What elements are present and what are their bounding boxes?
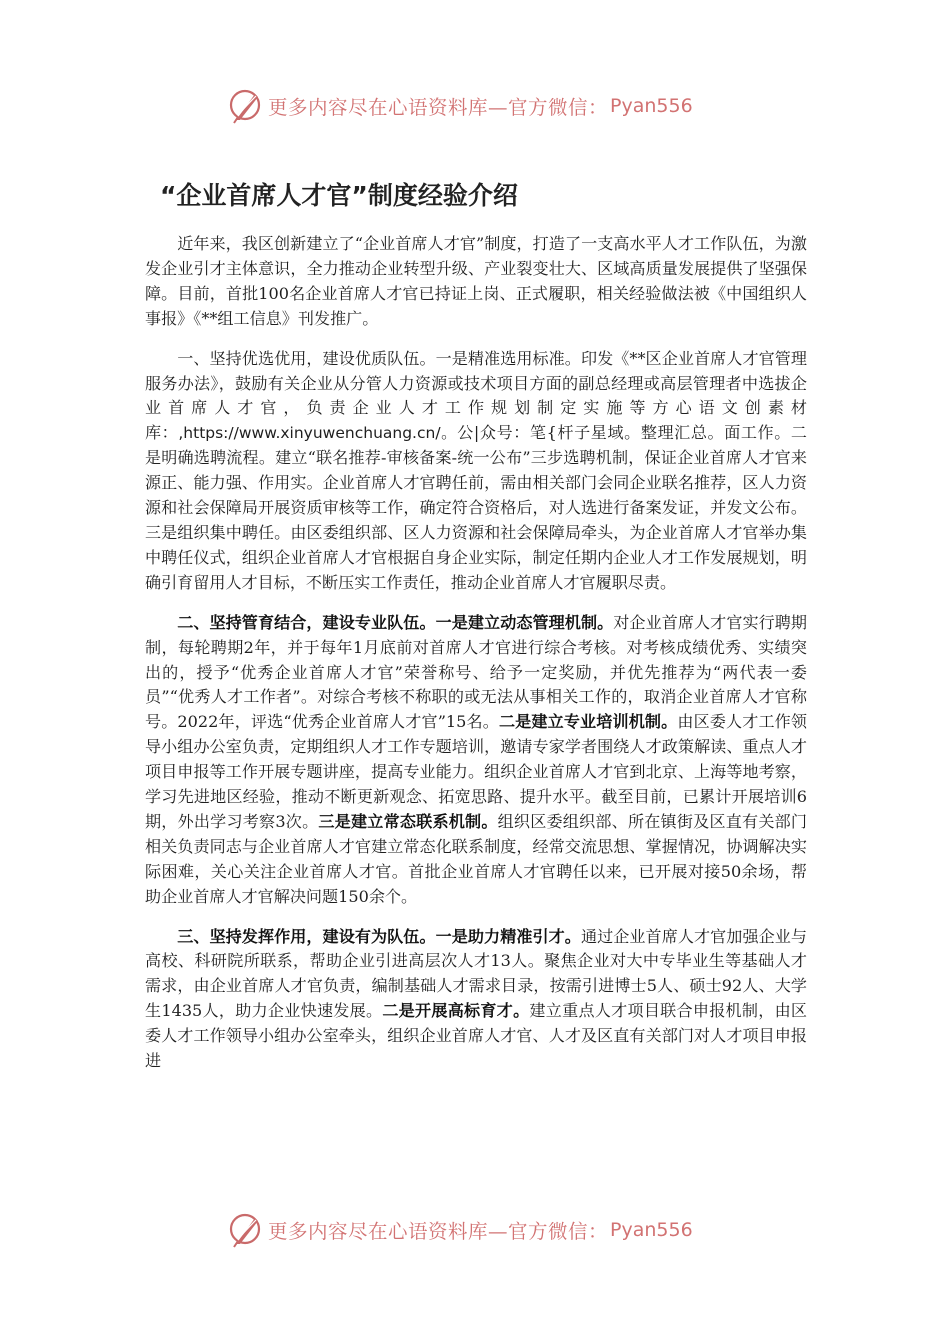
section-two-subheading-3: 三是建立常态联系机制。 (318, 811, 498, 831)
section-two-heading: 二、坚持管育结合，建设专业队伍。一是建立动态管理机制。 (177, 612, 614, 632)
paragraph-section-two (145, 611, 807, 910)
section-two-text-3: 组织区委组织部、所在镇街及区直有关部门相关负责同志与企业首席人才官建立常态化联系制度，经常交流思想、掌握情况，协调解决实际困难，关心关注企业首席人才官。首批企业首席人才官聘任以来，已开展对接50余场，帮助企业首席人才官解决问题150余个。 (145, 811, 808, 906)
banner-text: 更多内容尽在心语资料库—官方微信： (268, 96, 609, 119)
section-three-text-1: 通过企业首席人才官加强企业与高校、科研院所联系，帮助企业引进高层次人才13人。聚焦企业对大中专毕业生等基础人才需求，由企业首席人才官负责，编制基础人才需求目录，按需引进博士5人、硕士92人、大学生1435人，助力企业快速发展。 (145, 926, 808, 1021)
section-one-text-a: 一、坚持优选优用，建设优质队伍。一是精准选用标准。印发《**区企业首席人才官管理服务办法》，鼓励有关企业从分管人力资源或技术项目方面的副总经理或高层管理者中选拔企业首席人才官，负责企业人才工作规划制定实施等方心语文创素材库： (145, 348, 807, 443)
paragraph-section-three (145, 925, 807, 1074)
section-two-text-2: 由区委人才工作领导小组办公室负责，定期组织人才工作专题培训，邀请专家学者围绕人才政策解读、重点人才项目申报等工作开展专题讲座，提高专业能力。组织企业首席人才官到北京、上海等地考察，学习先进地区经验，推动不断更新观念、拓宽思路、提升水平。截至目前，已累计开展培训6期，外出学习考察3次。 (145, 712, 807, 831)
section-three-text-2: 建立重点人才项目联合申报机制，由区委人才工作领导小组办公室牵头，组织企业首席人才官、人才及区直有关部门对人才项目申报进 (145, 1001, 808, 1071)
section-one-url: ,https://www.xinyuwenchuang.cn/。 (178, 424, 458, 443)
paragraph-intro (145, 232, 807, 332)
banner-wechat-handle: Pyan556 (610, 95, 693, 117)
banner-wechat-handle: Pyan556 (610, 1219, 693, 1241)
paragraph-section-one (145, 347, 807, 596)
section-two-text-1: 对企业首席人才官实行聘期制，每轮聘期2年，并于每年1月底前对首席人才官进行综合考核。对考核成绩优秀、实绩突出的，授予“优秀企业首席人才官”荣誉称号、给予一定奖励，并优先推荐为“两代表一委员”“优秀人才工作者”。对综合考核不称职的或无法从事相关工作的，取消企业首席人才官称号。2022年，评选“优秀企业首席人才官”15名。 (145, 612, 808, 732)
section-three-heading: 三、坚持发挥作用，建设有为队伍。一是助力精准引才。 (177, 926, 581, 946)
header-watermark-banner (0, 84, 950, 128)
section-three-subheading-2: 二是开展高标育才。 (382, 1001, 530, 1021)
paragraph-intro-text: 近年来，我区创新建立了“企业首席人才官”制度，打造了一支高水平人才工作队伍，为激发企业引才主体意识，全力推动企业转型升级、产业裂变壮大、区域高质量发展提供了坚强保障。目前，首批100名企业首席人才官已持证上岗、正式履职，相关经验做法被《中国组织人事报》《**组工信息》刊发推广。 (145, 234, 807, 328)
pen-feather-logo-icon (228, 1210, 264, 1250)
section-two-subheading-2: 二是建立专业培训机制。 (498, 712, 678, 732)
pen-feather-logo-icon (228, 86, 264, 126)
footer-watermark-banner (0, 1208, 950, 1252)
document-body (145, 232, 807, 1089)
document-title: “企业首席人才官”制度经验介绍 (160, 181, 518, 210)
section-one-text-b: 公|众号：笔{杆子星域。整理汇总。面工作。二是明确选聘流程。建立“联名推荐-审核备案-统一公布”三步选聘机制，保证企业首席人才官来源正、能力强、作用实。企业首席人才官聘任前，需由相关部门会同企业联名推荐，区人力资源和社会保障局开展资质审核等工作，确定符合资格后，对人选进行备案发证，并发文公布。三是组织集中聘任。由区委组织部、区人力资源和社会保障局牵头，为企业首席人才官举办集中聘任仪式，组织企业首席人才官根据自身企业实际，制定任期内企业人才工作发展规划，明确引育留用人才目标，不断压实工作责任，推动企业首席人才官履职尽责。 (145, 423, 808, 592)
banner-text: 更多内容尽在心语资料库—官方微信： (268, 1220, 609, 1243)
